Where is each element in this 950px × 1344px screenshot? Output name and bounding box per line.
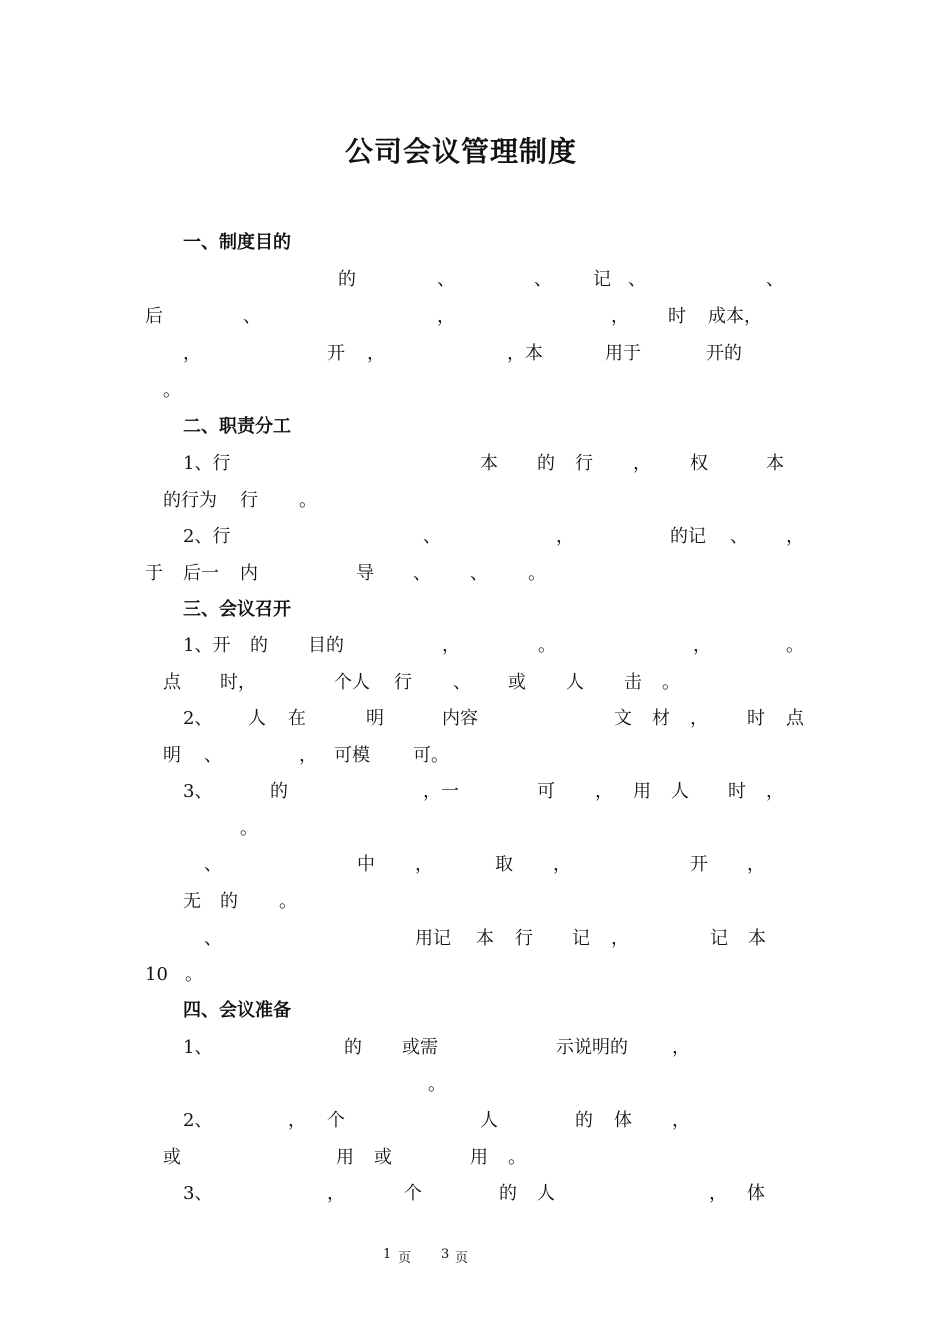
heading-text: 二、职责分工	[183, 416, 291, 437]
text-fragment: 、	[243, 306, 261, 327]
text-fragment: 。	[163, 380, 181, 401]
text-fragment: 、	[413, 563, 431, 584]
text-fragment: ，	[415, 854, 433, 875]
text-fragment: 明	[366, 708, 384, 729]
body-line	[0, 1108, 950, 1134]
heading-text: 三、会议召开	[183, 599, 291, 620]
text-fragment: 材	[652, 708, 670, 729]
body-line	[0, 670, 950, 696]
text-fragment: 本	[766, 453, 784, 474]
text-fragment: 1、开	[183, 635, 231, 656]
text-fragment: 可。	[413, 745, 449, 766]
text-fragment: 行	[515, 928, 533, 949]
text-fragment: 导	[356, 563, 374, 584]
text-fragment: ，	[595, 781, 613, 802]
text-fragment: 个	[404, 1183, 422, 1204]
text-fragment: ，	[766, 781, 784, 802]
text-fragment: 的	[338, 269, 356, 290]
text-fragment: 、	[437, 269, 455, 290]
text-fragment: 时	[728, 781, 746, 802]
text-fragment: 3、	[183, 1183, 213, 1204]
text-fragment: 用于	[605, 343, 641, 364]
text-fragment: ，	[693, 635, 711, 656]
body-line	[0, 378, 950, 404]
text-fragment: 个人	[334, 672, 370, 693]
heading-text: 四、会议准备	[183, 1000, 291, 1021]
text-fragment: ，	[690, 708, 708, 729]
text-fragment: 时，	[220, 672, 256, 693]
body-line	[0, 304, 950, 330]
text-fragment: 、	[470, 563, 488, 584]
text-fragment: 、	[534, 269, 552, 290]
body-line	[0, 1145, 950, 1171]
text-fragment: 或	[163, 1147, 181, 1168]
text-fragment: ，	[327, 1183, 345, 1204]
text-fragment: 内	[240, 563, 258, 584]
text-fragment: 记	[710, 928, 728, 949]
text-fragment: ，本	[507, 343, 543, 364]
text-fragment: 。	[508, 1147, 526, 1168]
text-fragment: 人	[671, 781, 689, 802]
text-fragment: 示说明的	[556, 1037, 628, 1058]
page-label: 页	[455, 1251, 469, 1266]
text-fragment: 记	[593, 269, 611, 290]
text-fragment: 。	[299, 490, 317, 511]
text-fragment: ，	[786, 526, 804, 547]
body-line	[0, 852, 950, 878]
text-fragment: 中	[357, 854, 375, 875]
body-line	[0, 633, 950, 659]
text-fragment: 取	[495, 854, 513, 875]
text-fragment: ，	[556, 526, 574, 547]
text-fragment: 开的	[706, 343, 742, 364]
text-fragment: 。	[662, 672, 680, 693]
section-heading	[0, 597, 950, 623]
text-fragment: 内容	[442, 708, 478, 729]
text-fragment: 时	[668, 306, 686, 327]
text-fragment: 用记	[415, 928, 451, 949]
text-fragment: ，	[288, 1110, 306, 1131]
text-fragment: 成本，	[708, 306, 762, 327]
page-label: 页	[398, 1251, 412, 1266]
section-heading	[0, 414, 950, 440]
text-fragment: 开	[327, 343, 345, 364]
text-fragment: 本	[480, 453, 498, 474]
text-fragment: 行	[240, 490, 258, 511]
text-fragment: ，	[672, 1037, 690, 1058]
body-line	[0, 488, 950, 514]
body-line	[0, 561, 950, 587]
text-fragment: 或	[374, 1147, 392, 1168]
total-page-number: 3	[441, 1247, 450, 1262]
current-page-number: 1	[383, 1247, 392, 1262]
body-line	[0, 816, 950, 842]
text-fragment: 后	[145, 306, 163, 327]
text-fragment: 的记	[670, 526, 706, 547]
text-fragment: 行	[575, 453, 593, 474]
text-fragment: 。	[279, 891, 297, 912]
text-fragment: 的	[270, 781, 288, 802]
body-line	[0, 451, 950, 477]
text-fragment: 明	[163, 745, 181, 766]
text-fragment: ，一	[423, 781, 459, 802]
text-fragment: 。	[240, 818, 258, 839]
text-fragment: ，	[747, 854, 765, 875]
body-line	[0, 889, 950, 915]
text-fragment: 2、	[183, 1110, 213, 1131]
text-fragment: 时	[747, 708, 765, 729]
text-fragment: 行	[394, 672, 412, 693]
text-fragment: 。	[538, 635, 556, 656]
text-fragment: 、	[766, 269, 784, 290]
text-fragment: 10	[145, 964, 168, 985]
text-fragment: ，	[437, 306, 455, 327]
text-fragment: 记	[572, 928, 590, 949]
text-fragment: 。	[786, 635, 804, 656]
text-fragment: ，	[299, 745, 317, 766]
body-line	[0, 267, 950, 293]
text-fragment: 文	[614, 708, 632, 729]
text-fragment: 1、行	[183, 453, 231, 474]
text-fragment: 2、行	[183, 526, 231, 547]
text-fragment: 于	[145, 563, 163, 584]
body-line	[0, 524, 950, 550]
text-fragment: 用	[633, 781, 651, 802]
text-fragment: 本	[748, 928, 766, 949]
body-line	[0, 341, 950, 367]
text-fragment: 或需	[402, 1037, 438, 1058]
text-fragment: 用	[336, 1147, 354, 1168]
text-fragment: 、	[423, 526, 441, 547]
text-fragment: 的	[575, 1110, 593, 1131]
heading-text: 一、制度目的	[183, 232, 291, 253]
text-fragment: 人	[480, 1110, 498, 1131]
text-fragment: ，	[709, 1183, 727, 1204]
text-fragment: 的	[499, 1183, 517, 1204]
text-fragment: ，	[442, 635, 460, 656]
text-fragment: 、	[628, 269, 646, 290]
text-fragment: 点	[163, 672, 181, 693]
text-fragment: 、	[204, 928, 222, 949]
text-fragment: 、	[730, 526, 748, 547]
text-fragment: 可	[537, 781, 555, 802]
text-fragment: 点	[786, 708, 804, 729]
text-fragment: 的	[537, 453, 555, 474]
text-fragment: ，	[633, 453, 651, 474]
text-fragment: ，	[553, 854, 571, 875]
body-line	[0, 706, 950, 732]
text-fragment: 目的	[308, 635, 344, 656]
section-heading	[0, 230, 950, 256]
text-fragment: 可模	[334, 745, 370, 766]
text-fragment: 的行为	[163, 490, 217, 511]
text-fragment: 的	[344, 1037, 362, 1058]
body-line	[0, 743, 950, 769]
text-fragment: 击	[624, 672, 642, 693]
text-fragment: 。	[428, 1074, 446, 1095]
text-fragment: 体	[747, 1183, 765, 1204]
text-fragment: 1、	[183, 1037, 213, 1058]
text-fragment: 人	[248, 708, 266, 729]
body-line	[0, 1072, 950, 1098]
text-fragment: 、	[204, 745, 222, 766]
text-fragment: ，	[611, 306, 629, 327]
text-fragment: 权	[690, 453, 708, 474]
text-fragment: 本	[476, 928, 494, 949]
text-fragment: 人	[566, 672, 584, 693]
page-footer	[0, 1247, 950, 1267]
text-fragment: 在	[288, 708, 306, 729]
section-heading	[0, 998, 950, 1024]
body-line	[0, 962, 950, 988]
body-line	[0, 1181, 950, 1207]
text-fragment: 。	[185, 964, 203, 985]
text-fragment: 开	[690, 854, 708, 875]
text-fragment: ，	[367, 343, 385, 364]
text-fragment: 体	[614, 1110, 632, 1131]
document-title: 公司会议管理制度	[344, 135, 577, 168]
text-fragment: ，	[611, 928, 629, 949]
text-fragment: 用	[470, 1147, 488, 1168]
text-fragment: 。	[528, 563, 546, 584]
body-line	[0, 1035, 950, 1061]
text-fragment: 、	[453, 672, 471, 693]
body-line	[0, 779, 950, 805]
body-line	[0, 926, 950, 952]
text-fragment: ，	[183, 343, 201, 364]
text-fragment: 2、	[183, 708, 213, 729]
text-fragment: 后一	[183, 563, 219, 584]
text-fragment: 无	[183, 891, 201, 912]
text-fragment: 、	[204, 854, 222, 875]
text-fragment: 的	[220, 891, 238, 912]
text-fragment: 个	[327, 1110, 345, 1131]
text-fragment: 或	[508, 672, 526, 693]
text-fragment: 3、	[183, 781, 213, 802]
text-fragment: ，	[672, 1110, 690, 1131]
text-fragment: 的	[250, 635, 268, 656]
text-fragment: 人	[537, 1183, 555, 1204]
